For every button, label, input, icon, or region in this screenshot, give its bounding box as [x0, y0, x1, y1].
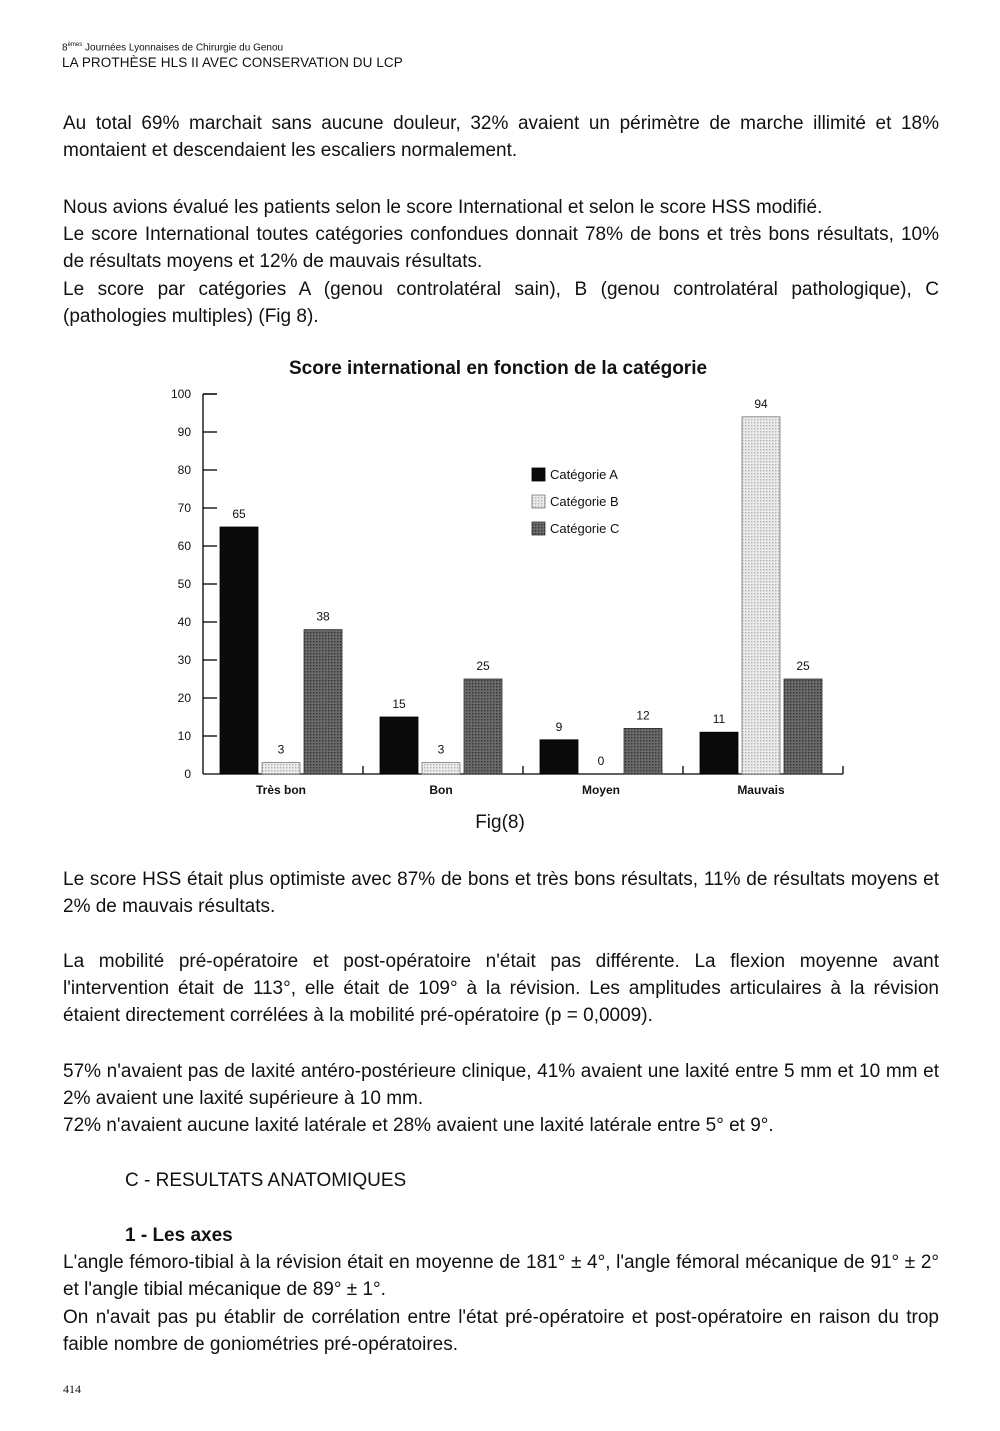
- bar: [624, 728, 662, 774]
- y-tick-label: 10: [177, 729, 191, 743]
- legend-label: Catégorie A: [550, 467, 618, 482]
- y-tick-label: 50: [177, 577, 191, 591]
- legend-label: Catégorie B: [550, 494, 619, 509]
- subsection-heading: 1 - Les axes: [125, 1225, 233, 1246]
- bar: [220, 527, 258, 774]
- data-label: 3: [277, 742, 285, 757]
- data-label: 11: [712, 712, 726, 727]
- y-tick-label: 60: [177, 539, 191, 553]
- y-tick-label: 30: [177, 653, 191, 667]
- legend-swatch: [532, 468, 545, 481]
- legend-swatch: [532, 495, 545, 508]
- paragraph-mobility: La mobilité pré-opératoire et post-opératoire n'était pas différente. La flexion moyenne avant l'intervention était de 113°, elle était de 109° à la révision. Les amplitudes articulaires à la révision étaient directement corrélées à la mobilité pré-opératoire (p = 0,0009).: [63, 951, 939, 1026]
- y-tick-label: 90: [177, 425, 191, 439]
- x-category-label: Mauvais: [737, 783, 785, 797]
- bar: [784, 679, 822, 774]
- x-category-label: Moyen: [581, 783, 621, 797]
- paragraph-hss-score: Le score HSS était plus optimiste avec 87% de bons et très bons résultats, 11% de résultats moyens et 2% de mauvais résultats.: [63, 869, 939, 917]
- data-label: 25: [796, 659, 810, 673]
- y-tick-label: 100: [170, 387, 191, 401]
- article-title: LA PROTHÈSE HLS II AVEC CONSERVATION DU LCP: [62, 55, 403, 71]
- bar: [262, 763, 300, 774]
- paragraph-categories: Le score par catégories A (genou controlatéral sain), B (genou controlatéral pathologique), C (pathologies multiples) (Fig 8).: [63, 279, 939, 327]
- bar-chart: [160, 350, 860, 810]
- bar: [464, 679, 502, 774]
- y-tick-label: 20: [177, 691, 191, 705]
- page-number: 414: [63, 1382, 81, 1396]
- bar: [304, 630, 342, 774]
- y-tick-label: 70: [177, 501, 191, 515]
- x-category-label: Très bon: [255, 783, 307, 797]
- chart-title: Score international en fonction de la catégorie: [288, 358, 708, 379]
- y-tick-label: 80: [177, 463, 191, 477]
- paragraph-correlation: On n'avait pas pu établir de corrélation entre l'état pré-opératoire et post-opératoire en raison du trop faible nombre de goniométries pré-opératoires.: [63, 1307, 939, 1355]
- data-label: 65: [232, 507, 246, 521]
- data-label: 25: [476, 659, 490, 673]
- bar: [422, 763, 460, 774]
- paragraph-evaluation: Nous avions évalué les patients selon le score International et selon le score HSS modifié.: [63, 197, 823, 218]
- figure-8-chart: [160, 350, 860, 810]
- figure-caption: Fig(8): [475, 812, 525, 833]
- bar: [540, 740, 578, 774]
- legend-swatch: [532, 522, 545, 535]
- data-label: 38: [316, 609, 330, 624]
- bar: [742, 417, 780, 774]
- data-label: 12: [636, 708, 650, 723]
- data-label: 94: [754, 396, 768, 411]
- bar: [700, 732, 738, 774]
- paragraph-international-score: Le score International toutes catégories confondues donnait 78% de bons et très bons résultats, 10% de résultats moyens et 12% de mauvais résultats.: [63, 224, 939, 272]
- bar: [380, 717, 418, 774]
- paragraph-walking: Au total 69% marchait sans aucune douleur, 32% avaient un périmètre de marche illimité et 18% montaient et descendaient les escaliers normalement.: [63, 113, 939, 161]
- y-tick-label: 40: [177, 615, 191, 629]
- section-heading: C - RESULTATS ANATOMIQUES: [125, 1170, 407, 1191]
- paragraph-axes: L'angle fémoro-tibial à la révision était en moyenne de 181° ± 4°, l'angle fémoral mécanique de 91° ± 2° et l'angle tibial mécanique de 89° ± 1°.: [63, 1252, 939, 1300]
- data-label: 9: [555, 719, 563, 734]
- paragraph-lateral-laxity: 72% n'avaient aucune laxité latérale et 28% avaient une laxité latérale entre 5° et 9°.: [63, 1115, 774, 1136]
- y-tick-label: 0: [184, 767, 191, 781]
- data-label: 3: [437, 742, 445, 757]
- legend-label: Catégorie C: [550, 521, 620, 536]
- running-head: [62, 38, 403, 70]
- paragraph-ap-laxity: 57% n'avaient pas de laxité antéro-postérieure clinique, 41% avaient une laxité entre 5 mm et 10 mm et 2% avaient une laxité supérieure à 10 mm.: [63, 1061, 939, 1109]
- series-title: 8èmes Journées Lyonnaises de Chirurgie du Genou: [62, 42, 284, 54]
- data-label: 0: [597, 754, 605, 768]
- data-label: 15: [392, 697, 406, 711]
- x-category-label: Bon: [429, 783, 453, 797]
